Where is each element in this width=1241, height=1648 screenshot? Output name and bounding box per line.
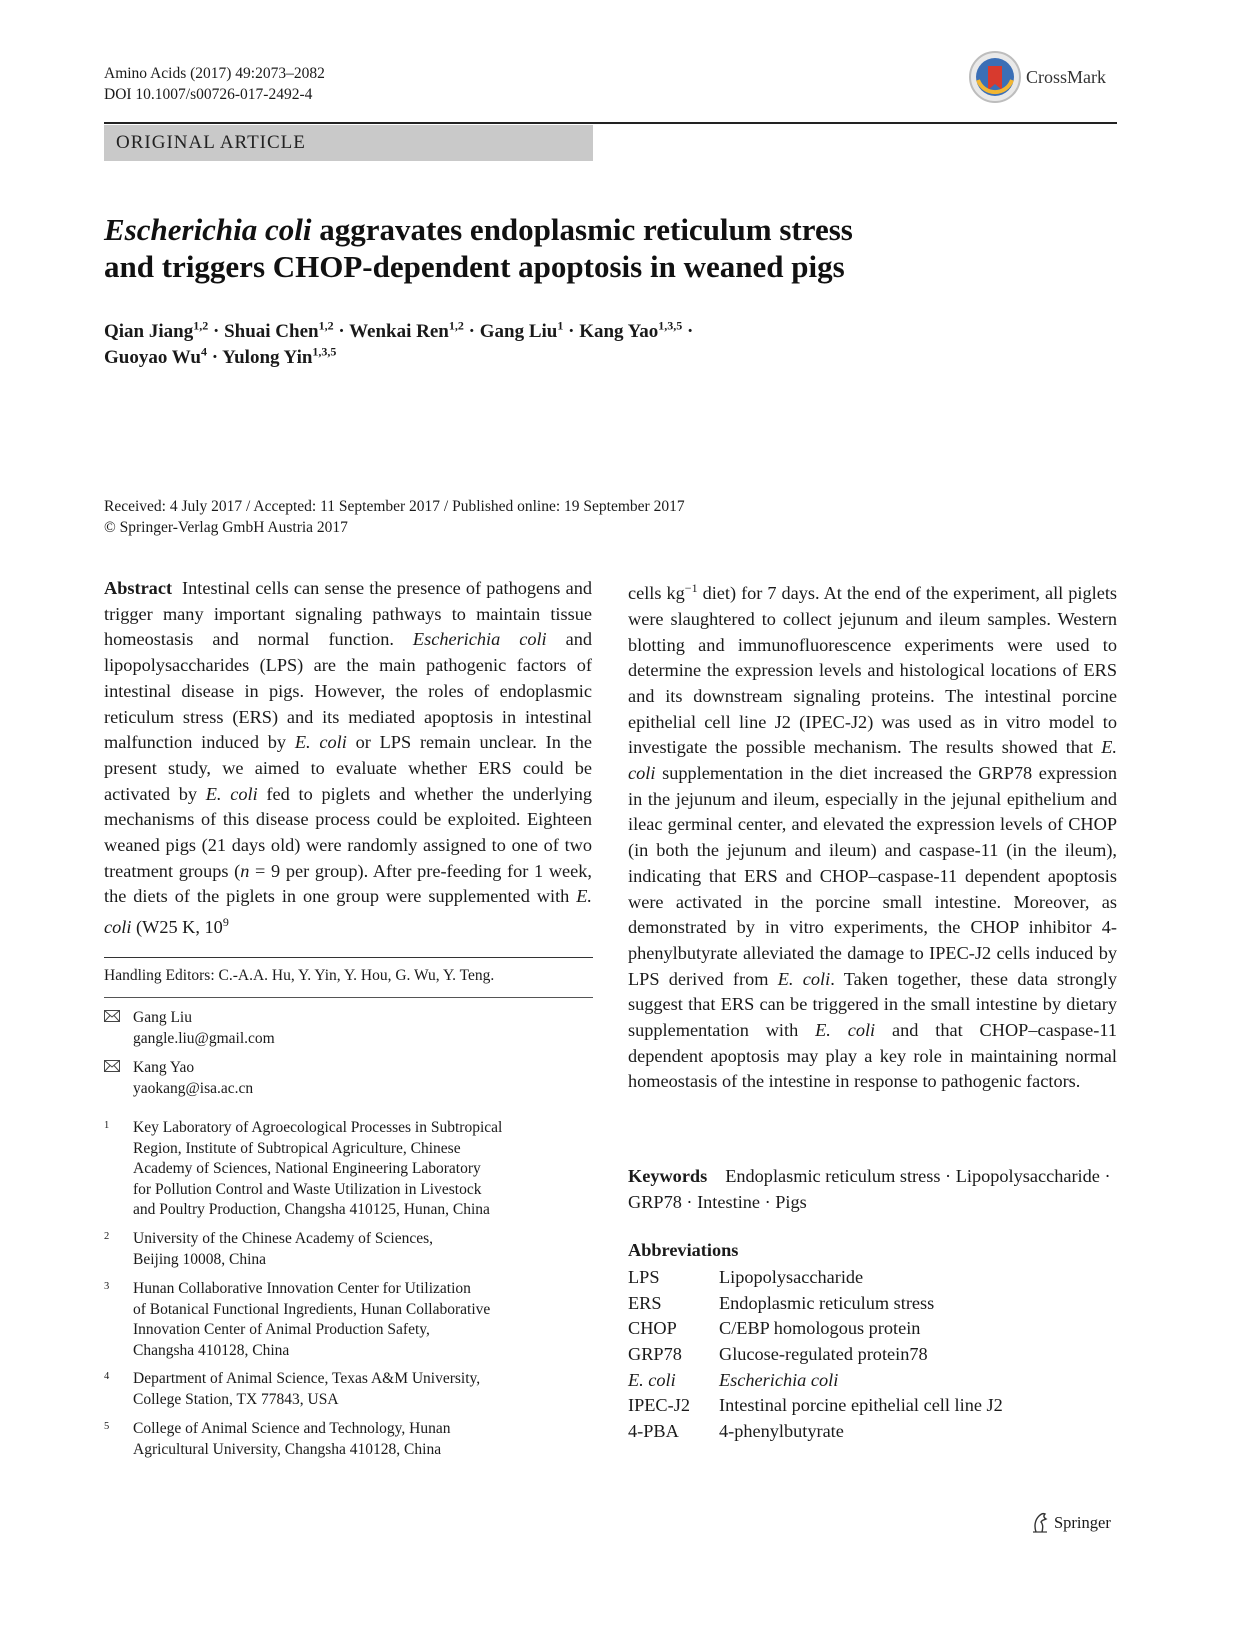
affiliation-line: Hunan Collaborative Innovation Center for Utilization — [133, 1280, 471, 1297]
author-affiliation: 1 — [557, 318, 564, 333]
abstract-text: supplementation in the diet increased the GRP78 expression in the jejunum and ileum, especially in the jejunal epithelium and ileac germinal center, and elevated the expression levels of CHOP (in both the jejunum and ileum) and caspase-11 (in the ileum), indicating that ERS and CHOP–caspase-11 dependent apoptosis were activated in the porcine small intestine. Moreover, as demonstrated by in vitro experiments, the CHOP inhibitor 4-phenylbutyrate alleviated the damage to IPEC-J2 cells induced by LPS derived from — [628, 763, 1117, 989]
footnote-rule — [104, 957, 593, 958]
envelope-icon — [104, 1010, 120, 1022]
author-name[interactable]: Qian Jiang — [104, 321, 194, 342]
abbreviation: GRP78 — [628, 1344, 682, 1365]
affiliation-line: College Station, TX 77843, USA — [133, 1390, 339, 1408]
affiliation-line: Agricultural University, Changsha 410128, China — [133, 1440, 442, 1458]
abstract-text: or LPS remain unclear. In the present study, we aimed to evaluate whether ERS could be activated by — [104, 732, 592, 804]
journal-citation — [104, 63, 325, 105]
abbreviation: 4-PBA — [628, 1421, 679, 1442]
affiliation-line: University of the Chinese Academy of Sciences, — [133, 1230, 434, 1247]
author-list — [104, 319, 1104, 371]
affiliation-number: 1 — [104, 1120, 110, 1131]
abbreviation: CHOP — [628, 1318, 677, 1339]
exponent: 9 — [222, 915, 229, 930]
author-name[interactable]: Guoyao Wu — [104, 347, 201, 368]
affiliation-line: of Botanical Functional Ingredients, Hunan Collaborative — [133, 1300, 491, 1318]
keywords-text: Endoplasmic reticulum stress · Lipopolysaccharide · GRP78 · Intestine · Pigs — [628, 1166, 1111, 1212]
abstract-text: diet) for 7 days. At the end of the experiment, all piglets were slaughtered to collect jejunum and ileum samples. Western blotting and immunofluorescence experiments were used to determine the expression levels and histological locations of ERS and its downstream signaling proteins. The intestinal porcine epithelial cell line J2 (IPEC-J2) was used as in vitro model to investigate the possible mechanism. The results showed that — [628, 583, 1118, 758]
crossmark-label: CrossMark — [1026, 67, 1106, 87]
abbreviation: ERS — [628, 1292, 662, 1313]
article-category: ORIGINAL ARTICLE — [104, 125, 593, 161]
abstract-italic: E. coli — [205, 783, 258, 804]
footnote-rule — [104, 997, 593, 998]
abstract-italic: E. coli — [294, 732, 347, 753]
abstract-label: Abstract — [104, 578, 173, 598]
author-name[interactable]: Shuai Chen — [224, 321, 319, 342]
received-line: Received: 4 July 2017 / Accepted: 11 September 2017 / Published online: 19 September 2017 — [104, 498, 685, 515]
abstract-text: . Taken together, these data strongly suggest that ERS can be triggered in the small intestine by dietary supplementation with — [628, 968, 1117, 1041]
affiliation-line: College of Animal Science and Technology, Hunan — [133, 1420, 451, 1437]
publication-dates — [104, 496, 1104, 538]
publisher-name: Springer — [1054, 1513, 1111, 1532]
affiliation-line: Beijing 10008, China — [133, 1250, 267, 1268]
abstract-text: and that CHOP–caspase-11 dependent apoptosis may play a key role in maintaining normal homeostasis of the intestine in response to pathogenic factors. — [628, 1020, 1117, 1092]
journal-line: Amino Acids (2017) 49:2073–2082 — [104, 65, 325, 82]
contact-name: Gang Liu — [133, 1009, 192, 1026]
abstract-text: (W25 K, 10 — [131, 917, 223, 938]
abbreviation-definition: C/EBP homologous protein — [719, 1318, 921, 1339]
contact-email[interactable]: gangle.liu@gmail.com — [133, 1030, 275, 1047]
abstract-italic: E. coli — [628, 737, 1117, 784]
author-name[interactable]: Kang Yao — [579, 321, 659, 342]
affiliation-line: for Pollution Control and Waste Utilization in Livestock — [133, 1180, 482, 1198]
abstract-text: Intestinal cells can sense the presence of pathogens and trigger many important signaling pathways to maintain tissue homeostasis and normal function. — [104, 578, 592, 650]
affiliation-line: and Poultry Production, Changsha 410125, Hunan, China — [133, 1201, 490, 1218]
abbreviation-definition: 4-phenylbutyrate — [719, 1421, 844, 1442]
title-rest-line-1: aggravates endoplasmic reticulum stress — [311, 212, 853, 247]
author-affiliation: 1,2 — [193, 318, 209, 333]
keywords — [628, 1163, 1117, 1215]
abbreviation: E. coli — [628, 1369, 676, 1390]
abstract-left-column — [104, 576, 592, 941]
exponent: −1 — [684, 581, 698, 595]
abbreviation: IPEC-J2 — [628, 1395, 690, 1416]
keywords-label: Keywords — [628, 1166, 708, 1186]
author-affiliation: 1,2 — [318, 318, 334, 333]
author-name[interactable]: Gang Liu — [479, 321, 558, 342]
envelope-icon — [104, 1060, 120, 1072]
affiliation-number: 5 — [104, 1421, 110, 1432]
abbreviation-definition: Escherichia coli — [719, 1369, 839, 1390]
author-affiliation: 4 — [200, 344, 207, 359]
abbreviation-definition: Endoplasmic reticulum stress — [719, 1292, 935, 1313]
author-name[interactable]: Wenkai Ren — [349, 321, 449, 342]
affiliation-line: Department of Animal Science, Texas A&M University, — [133, 1370, 481, 1387]
crossmark-badge[interactable] — [968, 50, 1118, 106]
author-line-1: Qian Jiang$^{1,2}$ · Shuai Chen$^{1,2}$ · Wenkai Ren$^{1,2}$ · Gang Liu$^1$ · Kang Yao$^{1,3,5}$ · — [104, 318, 694, 342]
copyright-line: © Springer-Verlag GmbH Austria 2017 — [104, 519, 348, 536]
abstract-right-column — [628, 576, 1117, 1095]
crossmark-icon — [968, 50, 1024, 106]
abstract-italic: E. coli — [815, 1020, 876, 1041]
abstract-text: and lipopolysaccharides (LPS) are the main pathogenic factors of intestinal disease in pigs. However, the roles of endoplasmic reticulum stress (ERS) and its mediated apoptosis in intestinal malfunction induced by — [104, 629, 592, 753]
abstract-text: cells kg — [628, 583, 685, 604]
abstract-text: fed to piglets and whether the underlying mechanisms of this disease process could be exploited. Eighteen weaned pigs (21 days old) were randomly assigned to one of two treatment groups ( — [104, 783, 592, 881]
author-affiliation: 1,2 — [448, 318, 464, 333]
affiliation-line: Changsha 410128, China — [133, 1341, 290, 1359]
abstract-text: = 9 per group). After pre-feeding for 1 week, the diets of the piglets in one group were supplemented with — [104, 860, 592, 907]
publisher-logo — [1030, 1511, 1150, 1535]
affiliation-line: Academy of Sciences, National Engineering Laboratory — [133, 1160, 481, 1177]
affiliation-number: 4 — [104, 1371, 110, 1382]
affiliation-line: Key Laboratory of Agroecological Processes in Subtropical — [133, 1119, 503, 1136]
affiliation-number: 2 — [104, 1231, 110, 1242]
abbreviation: LPS — [628, 1267, 660, 1287]
header-rule — [104, 122, 1117, 124]
affiliation-line: Region, Institute of Subtropical Agriculture, Chinese — [133, 1139, 461, 1157]
abbreviations-heading: Abbreviations — [628, 1240, 739, 1260]
author-name[interactable]: Yulong Yin — [222, 347, 313, 368]
title-line-2: and triggers CHOP-dependent apoptosis in weaned pigs — [104, 249, 845, 284]
abbreviation-definition: Lipopolysaccharide — [719, 1267, 864, 1287]
handling-editors: Handling Editors: C.-A.A. Hu, Y. Yin, Y. Hou, G. Wu, Y. Teng. — [104, 967, 495, 984]
abstract-italic: Escherichia coli — [412, 629, 547, 650]
abbreviation-definition: Glucose-regulated protein78 — [719, 1344, 928, 1365]
contact-email[interactable]: yaokang@isa.ac.cn — [133, 1080, 254, 1097]
author-affiliation: 1,3,5 — [312, 344, 337, 359]
author-affiliation: 1,3,5 — [658, 318, 683, 333]
abstract-italic: n — [240, 860, 250, 881]
springer-horse-icon — [1030, 1512, 1050, 1534]
affiliation-line: Innovation Center of Animal Production Safety, — [133, 1321, 430, 1338]
title-italic: Escherichia coli — [104, 212, 312, 247]
doi-line: DOI 10.1007/s00726-017-2492-4 — [104, 86, 313, 103]
author-line-2: Guoyao $Wu^4$ · Yulong Yin$^{1,3,5}$ — [104, 344, 337, 368]
contact-name: Kang Yao — [133, 1059, 195, 1076]
article-title — [104, 211, 1104, 285]
abstract-italic: E. coli — [777, 968, 831, 989]
abbreviation-definition: Intestinal porcine epithelial cell line J2 — [719, 1395, 1003, 1416]
title-line-1 — [104, 211, 1104, 248]
abstract-italic: E. coli — [104, 886, 592, 938]
affiliation-number: 3 — [104, 1281, 110, 1292]
